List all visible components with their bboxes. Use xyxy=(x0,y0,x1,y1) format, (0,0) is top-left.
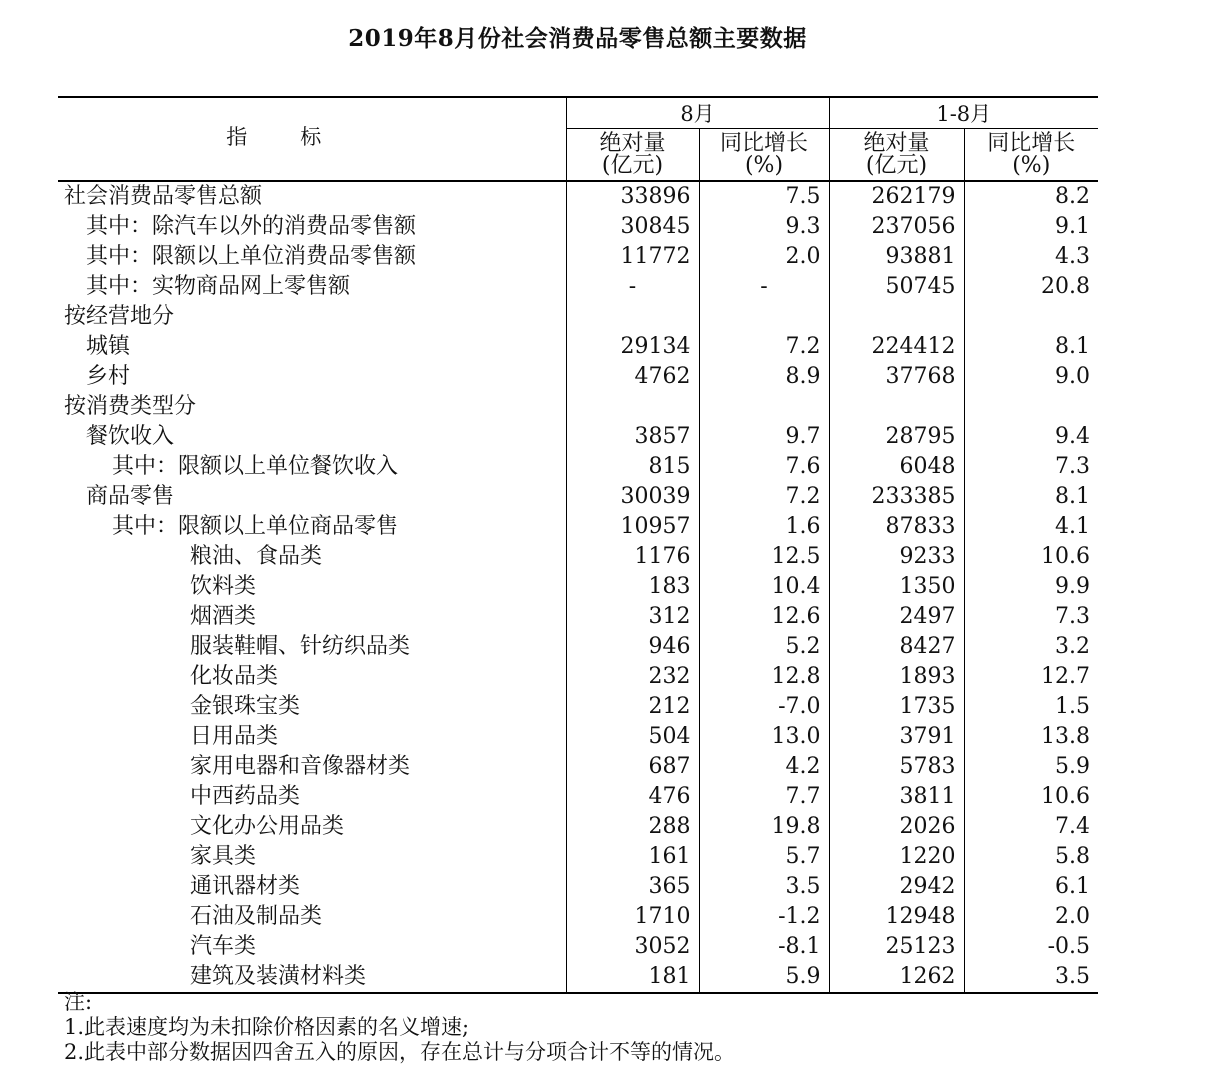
ytd-value: 5783 xyxy=(829,752,964,782)
ytd-value: 3811 xyxy=(829,782,964,812)
table-row xyxy=(58,902,1098,932)
ytd-value: 1735 xyxy=(829,692,964,722)
ytd-absolute-header: 绝对量 (亿元) xyxy=(829,129,964,182)
ytd-value: 50745 xyxy=(829,272,964,302)
ytd-yoy: 9.0 xyxy=(964,362,1098,392)
row-name: 其中：限额以上单位商品零售 xyxy=(112,514,399,539)
ytd-value: 224412 xyxy=(829,332,964,362)
ytd-yoy: 8.1 xyxy=(964,332,1098,362)
ytd-value: 2497 xyxy=(829,602,964,632)
ytd-value: 8427 xyxy=(829,632,964,662)
ytd-yoy: 9.4 xyxy=(964,422,1098,452)
ytd-yoy: 7.4 xyxy=(964,812,1098,842)
aug-value: 183 xyxy=(566,572,699,602)
aug-yoy: 13.0 xyxy=(699,722,829,752)
ytd-value: 2026 xyxy=(829,812,964,842)
aug-yoy: 7.7 xyxy=(699,782,829,812)
aug-yoy: 10.4 xyxy=(699,572,829,602)
aug-yoy: 12.6 xyxy=(699,602,829,632)
table-row xyxy=(58,872,1098,902)
aug-yoy: 2.0 xyxy=(699,242,829,272)
aug-value: 33896 xyxy=(566,181,699,212)
ytd-yoy: 5.8 xyxy=(964,842,1098,872)
aug-yoy: 7.2 xyxy=(699,482,829,512)
aug-yoy: 12.8 xyxy=(699,662,829,692)
row-name: 日用品类 xyxy=(190,724,279,749)
table-row xyxy=(58,962,1098,993)
table-row xyxy=(58,692,1098,722)
aug-value xyxy=(566,392,699,422)
aug-yoy: 9.3 xyxy=(699,212,829,242)
table-row xyxy=(58,662,1098,692)
notes-label: 注: xyxy=(64,990,93,1014)
ytd-yoy: 1.5 xyxy=(964,692,1098,722)
aug-value: - xyxy=(566,272,699,302)
note-2: 2.此表中部分数据因四舍五入的原因，存在总计与分项合计不等的情况。 xyxy=(64,1040,736,1064)
aug-yoy-header: 同比增长 (%) xyxy=(699,129,829,182)
aug-yoy: 7.2 xyxy=(699,332,829,362)
row-name: 汽车类 xyxy=(190,934,257,959)
ytd-value: 25123 xyxy=(829,932,964,962)
aug-value: 504 xyxy=(566,722,699,752)
footnotes xyxy=(64,990,735,1065)
aug-yoy: 1.6 xyxy=(699,512,829,542)
ytd-value: 12948 xyxy=(829,902,964,932)
ytd-yoy: 10.6 xyxy=(964,782,1098,812)
row-name: 化妆品类 xyxy=(190,664,279,689)
aug-yoy xyxy=(699,392,829,422)
ytd-yoy: 20.8 xyxy=(964,272,1098,302)
aug-yoy: -8.1 xyxy=(699,932,829,962)
row-name: 家用电器和音像器材类 xyxy=(190,754,411,779)
row-name: 建筑及装潢材料类 xyxy=(58,962,566,993)
aug-yoy: 12.5 xyxy=(699,542,829,572)
ytd-value: 233385 xyxy=(829,482,964,512)
ytd-value: 237056 xyxy=(829,212,964,242)
table-row xyxy=(58,512,1098,542)
ytd-value xyxy=(829,302,964,332)
august-group-header: 8月 xyxy=(566,97,829,129)
row-name: 中西药品类 xyxy=(190,784,301,809)
ytd-yoy: 4.1 xyxy=(964,512,1098,542)
table-row xyxy=(58,181,1098,212)
table-row xyxy=(58,332,1098,362)
ytd-yoy xyxy=(964,302,1098,332)
aug-value: 181 xyxy=(566,962,699,993)
table-row xyxy=(58,722,1098,752)
aug-value: 312 xyxy=(566,602,699,632)
note-1: 1.此表速度均为未扣除价格因素的名义增速; xyxy=(64,1015,470,1039)
table-row xyxy=(58,782,1098,812)
row-name: 其中：限额以上单位餐饮收入 xyxy=(112,454,399,479)
aug-value: 365 xyxy=(566,872,699,902)
ytd-yoy: 2.0 xyxy=(964,902,1098,932)
ytd-value: 9233 xyxy=(829,542,964,572)
ytd-yoy: 9.1 xyxy=(964,212,1098,242)
table-row xyxy=(58,572,1098,602)
table-row xyxy=(58,212,1098,242)
ytd-yoy: 5.9 xyxy=(964,752,1098,782)
ytd-yoy: 4.3 xyxy=(964,242,1098,272)
table-row xyxy=(58,842,1098,872)
row-name: 烟酒类 xyxy=(190,604,257,629)
row-name: 通讯器材类 xyxy=(190,874,301,899)
ytd-value: 2942 xyxy=(829,872,964,902)
aug-value: 30039 xyxy=(566,482,699,512)
aug-value xyxy=(566,302,699,332)
table-row xyxy=(58,542,1098,572)
ytd-group-header: 1-8月 xyxy=(829,97,1098,129)
aug-yoy: -7.0 xyxy=(699,692,829,722)
row-name: 家具类 xyxy=(190,844,257,869)
aug-value: 288 xyxy=(566,812,699,842)
table-row xyxy=(58,392,1098,422)
row-name: 餐饮收入 xyxy=(86,424,175,449)
aug-yoy: 19.8 xyxy=(699,812,829,842)
aug-value: 212 xyxy=(566,692,699,722)
row-name: 其中：除汽车以外的消费品零售额 xyxy=(86,214,417,239)
aug-value: 476 xyxy=(566,782,699,812)
table-row xyxy=(58,422,1098,452)
aug-value: 232 xyxy=(566,662,699,692)
indicator-header: 指 标 xyxy=(58,97,566,181)
aug-value: 10957 xyxy=(566,512,699,542)
aug-value: 161 xyxy=(566,842,699,872)
ytd-value: 6048 xyxy=(829,452,964,482)
table-row xyxy=(58,362,1098,392)
ytd-value: 1220 xyxy=(829,842,964,872)
aug-yoy: 8.9 xyxy=(699,362,829,392)
row-name: 文化办公用品类 xyxy=(190,814,345,839)
aug-value: 29134 xyxy=(566,332,699,362)
ytd-value: 37768 xyxy=(829,362,964,392)
row-name: 商品零售 xyxy=(86,484,175,509)
row-name: 按经营地分 xyxy=(64,304,175,329)
ytd-value: 1893 xyxy=(829,662,964,692)
aug-value: 3857 xyxy=(566,422,699,452)
row-name: 社会消费品零售总额 xyxy=(64,184,263,209)
table-row xyxy=(58,482,1098,512)
aug-yoy: 7.5 xyxy=(699,181,829,212)
ytd-value: 28795 xyxy=(829,422,964,452)
aug-value: 946 xyxy=(566,632,699,662)
row-name: 饮料类 xyxy=(190,574,257,599)
ytd-value: 87833 xyxy=(829,512,964,542)
retail-sales-table xyxy=(58,96,1098,994)
ytd-yoy: 6.1 xyxy=(964,872,1098,902)
row-name: 城镇 xyxy=(86,334,131,359)
table-row xyxy=(58,752,1098,782)
aug-value: 4762 xyxy=(566,362,699,392)
table-row xyxy=(58,932,1098,962)
row-name: 乡村 xyxy=(86,364,131,389)
row-name: 按消费类型分 xyxy=(64,394,197,419)
ytd-yoy: 3.5 xyxy=(964,962,1098,993)
ytd-value: 1262 xyxy=(829,962,964,993)
table-row xyxy=(58,632,1098,662)
row-name: 金银珠宝类 xyxy=(190,694,301,719)
aug-value: 11772 xyxy=(566,242,699,272)
ytd-yoy xyxy=(964,392,1098,422)
ytd-value xyxy=(829,392,964,422)
aug-value: 1176 xyxy=(566,542,699,572)
row-name: 石油及制品类 xyxy=(190,904,323,929)
table-header xyxy=(58,97,1098,181)
ytd-value: 93881 xyxy=(829,242,964,272)
aug-yoy: 5.7 xyxy=(699,842,829,872)
aug-yoy: 3.5 xyxy=(699,872,829,902)
ytd-value: 1350 xyxy=(829,572,964,602)
table-row xyxy=(58,242,1098,272)
aug-yoy: - xyxy=(699,272,829,302)
table-row xyxy=(58,602,1098,632)
table-row xyxy=(58,302,1098,332)
aug-value: 30845 xyxy=(566,212,699,242)
aug-yoy xyxy=(699,302,829,332)
aug-yoy: 5.9 xyxy=(699,962,829,993)
row-name: 其中：实物商品网上零售额 xyxy=(86,274,351,299)
table-row xyxy=(58,452,1098,482)
ytd-yoy: 8.1 xyxy=(964,482,1098,512)
aug-value: 1710 xyxy=(566,902,699,932)
ytd-yoy: 3.2 xyxy=(964,632,1098,662)
ytd-yoy: 12.7 xyxy=(964,662,1098,692)
aug-yoy: 7.6 xyxy=(699,452,829,482)
ytd-value: 262179 xyxy=(829,181,964,212)
table-row xyxy=(58,812,1098,842)
table-body xyxy=(58,181,1098,993)
ytd-yoy: 8.2 xyxy=(964,181,1098,212)
ytd-value: 3791 xyxy=(829,722,964,752)
ytd-yoy: -0.5 xyxy=(964,932,1098,962)
aug-yoy: 4.2 xyxy=(699,752,829,782)
aug-value: 3052 xyxy=(566,932,699,962)
aug-yoy: 5.2 xyxy=(699,632,829,662)
table-row xyxy=(58,272,1098,302)
aug-value: 815 xyxy=(566,452,699,482)
aug-absolute-header: 绝对量 (亿元) xyxy=(566,129,699,182)
aug-yoy: -1.2 xyxy=(699,902,829,932)
page-title: 2019年8月份社会消费品零售总额主要数据 xyxy=(348,25,807,52)
ytd-yoy: 13.8 xyxy=(964,722,1098,752)
ytd-yoy: 9.9 xyxy=(964,572,1098,602)
row-name: 服装鞋帽、针纺织品类 xyxy=(190,634,411,659)
ytd-yoy: 10.6 xyxy=(964,542,1098,572)
ytd-yoy: 7.3 xyxy=(964,602,1098,632)
aug-yoy: 9.7 xyxy=(699,422,829,452)
row-name: 粮油、食品类 xyxy=(190,544,323,569)
aug-value: 687 xyxy=(566,752,699,782)
ytd-yoy-header: 同比增长 (%) xyxy=(964,129,1098,182)
ytd-yoy: 7.3 xyxy=(964,452,1098,482)
row-name: 其中：限额以上单位消费品零售额 xyxy=(86,244,417,269)
